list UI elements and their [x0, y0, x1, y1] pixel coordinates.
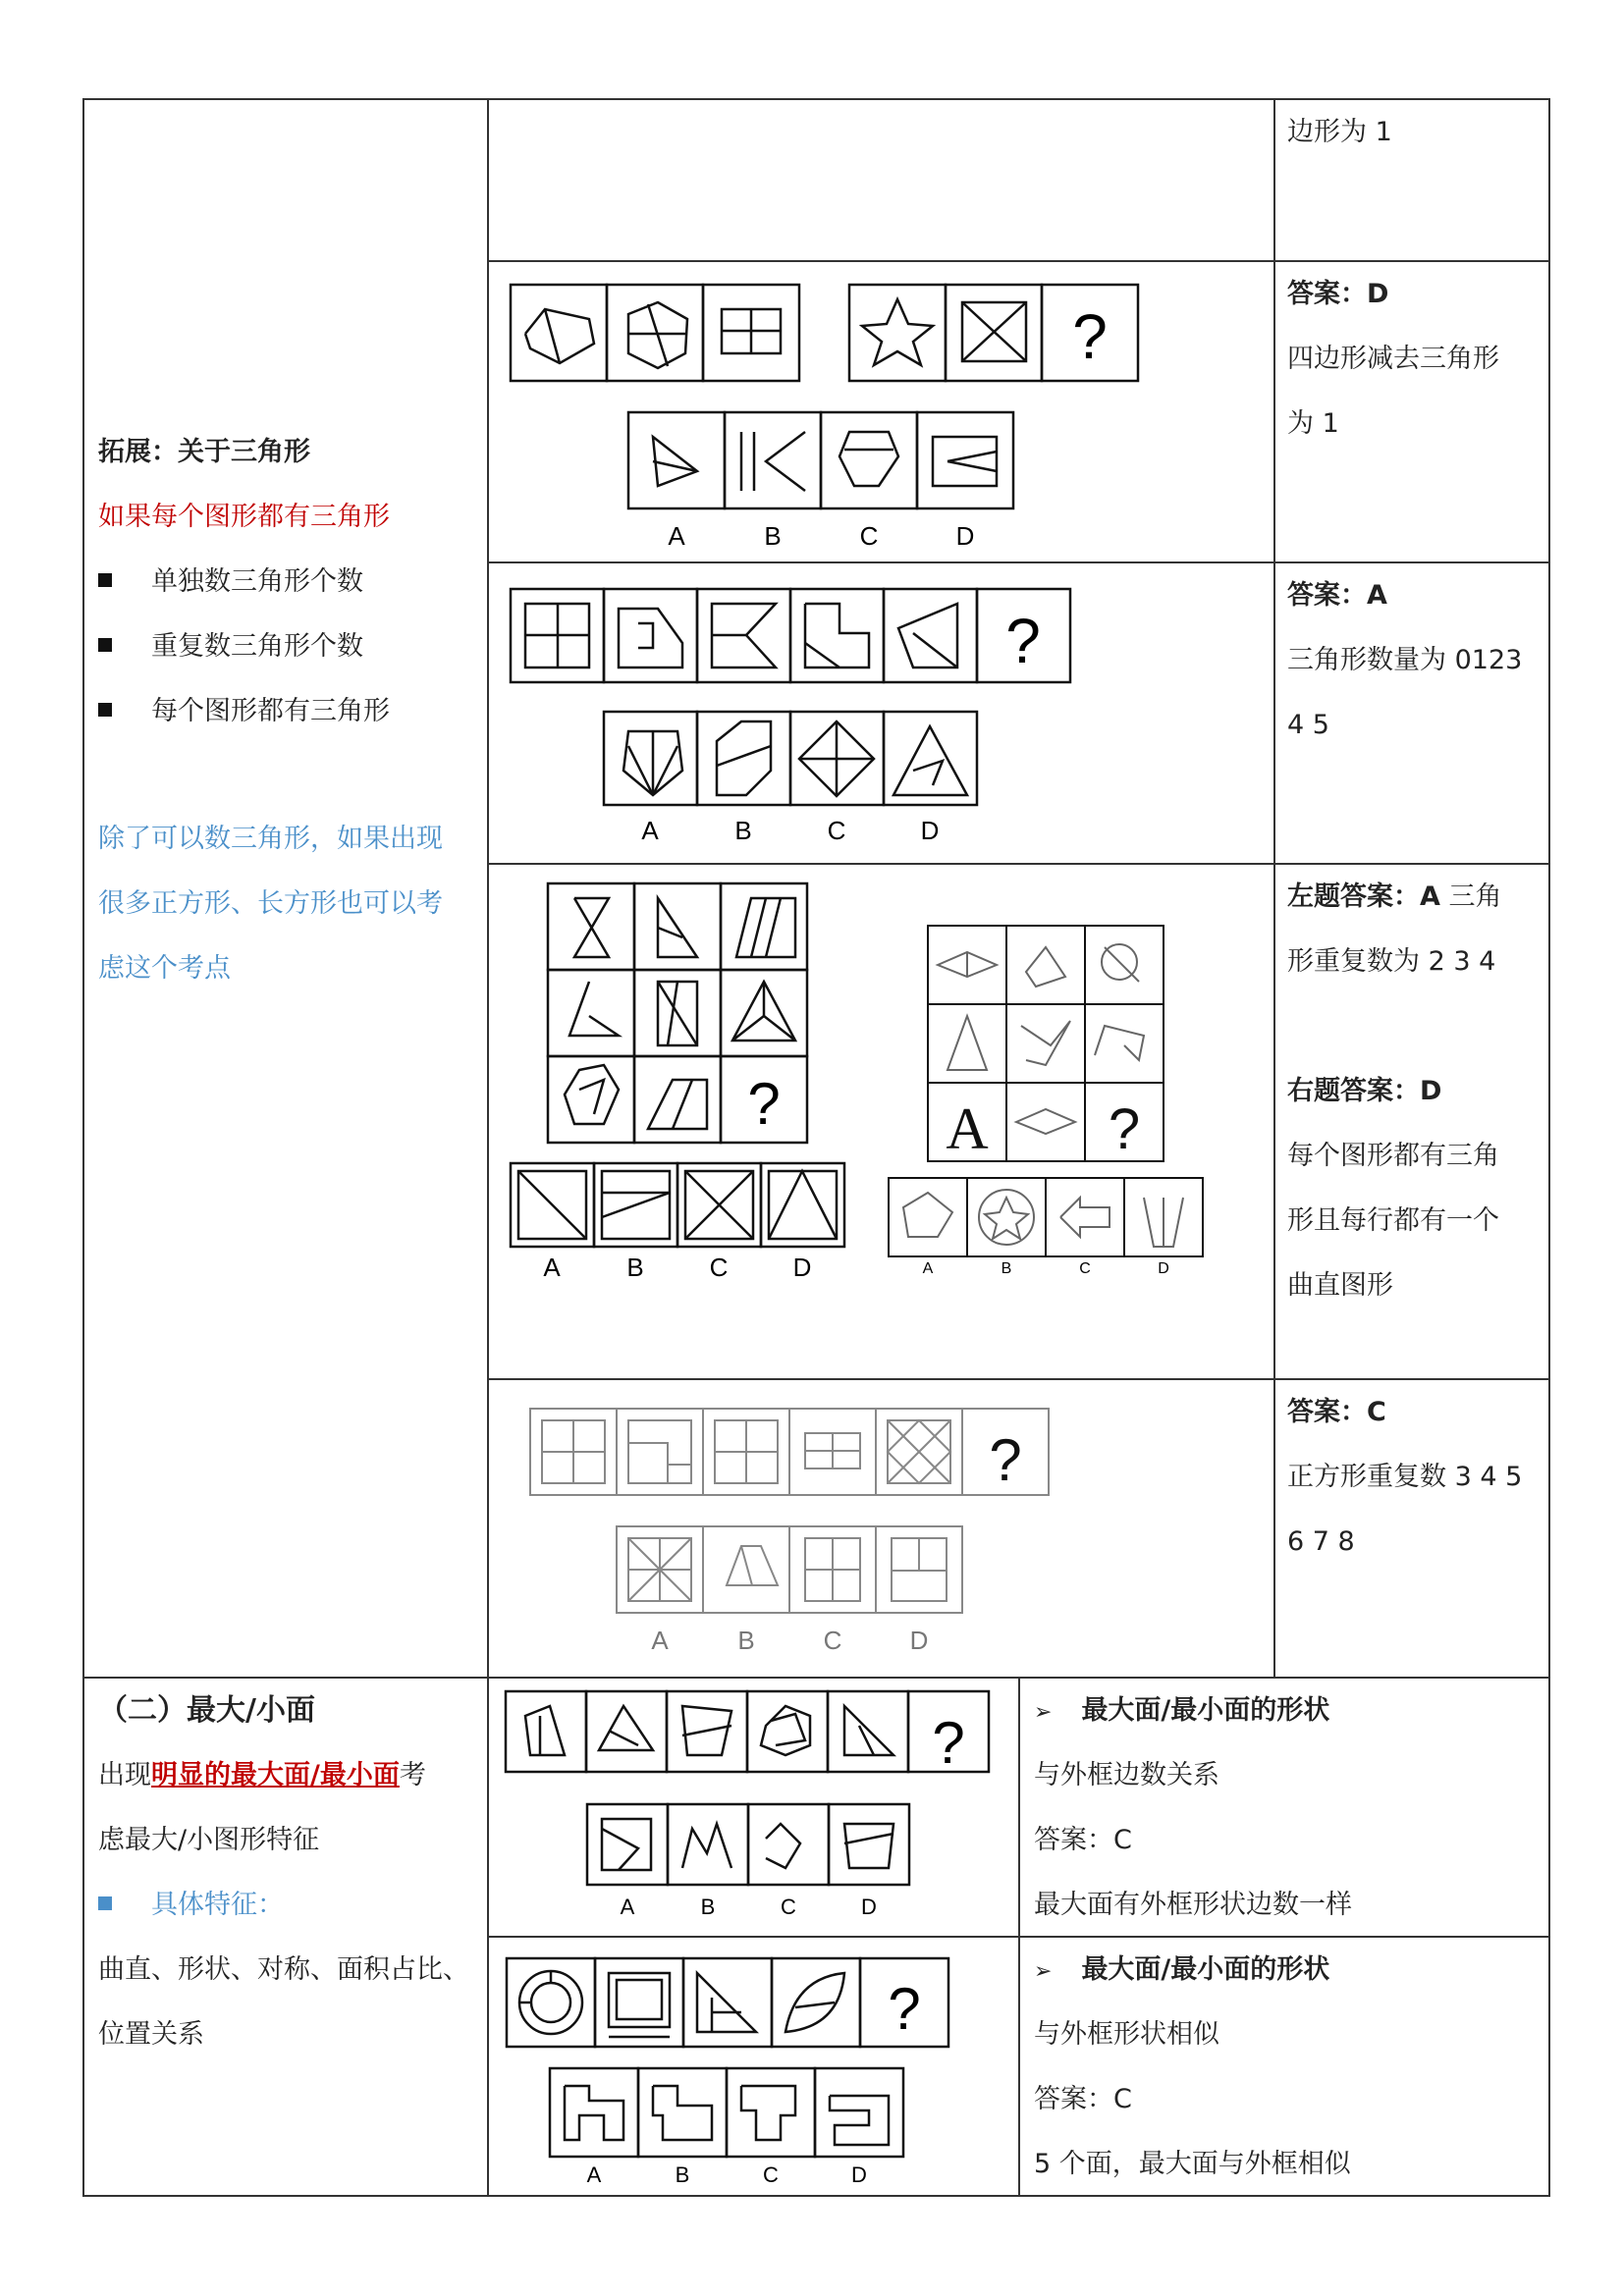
answer-text: 6 7 8: [1287, 1526, 1355, 1557]
option-label: A: [651, 1626, 669, 1655]
option-label: B: [1001, 1260, 1012, 1277]
option-label: C: [781, 1895, 796, 1919]
option-label: C: [827, 816, 846, 845]
section2-title: （二）最大/小面: [98, 1693, 315, 1728]
option-label: B: [626, 1253, 644, 1282]
arrow-bullet-icon: ➢: [1034, 1959, 1053, 1984]
answer-text: 与外框形状相似: [1034, 2019, 1219, 2050]
puzzle-figure-row2: [501, 275, 1149, 560]
bullet-item: 单独数三角形个数: [98, 550, 363, 614]
row-heading: ➢ 最大面/最小面的形状: [1034, 1938, 1329, 2004]
note-line: 很多正方形、长方形也可以考: [98, 888, 443, 919]
option-label: C: [709, 1253, 729, 1282]
section2-line1: 出现明显的最大面/最小面考: [98, 1760, 426, 1790]
option-label: D: [861, 1895, 877, 1919]
answer-text: 形且每行都有一个: [1287, 1205, 1499, 1236]
option-label: A: [620, 1895, 635, 1919]
option-label: D: [1158, 1260, 1169, 1277]
option-label: A: [668, 521, 685, 551]
option-label: A: [641, 816, 659, 845]
option-label: D: [955, 521, 975, 551]
bullet-item: 重复数三角形个数: [98, 614, 363, 679]
option-label: D: [909, 1626, 929, 1655]
answer-label: 答案：C: [1287, 1397, 1386, 1427]
answer-text: 5 个面，最大面与外框相似: [1034, 2149, 1351, 2179]
option-label: B: [764, 521, 782, 551]
question-mark: ?: [1108, 1097, 1141, 1161]
answer-text: 4 5: [1287, 710, 1329, 740]
question-mark: ?: [747, 1071, 781, 1137]
puzzle-figure-row4-right: [879, 918, 1213, 1281]
answer-text: 边形为 1: [1287, 117, 1392, 147]
answer-text: 答案：C: [1034, 2084, 1132, 2114]
option-label: D: [792, 1253, 812, 1282]
column-divider-2: [1273, 98, 1275, 1679]
answer-text: 每个图形都有三角: [1287, 1141, 1499, 1171]
option-label: C: [1079, 1260, 1091, 1277]
expand-title: 拓展：关于三角形: [98, 437, 310, 467]
section2-line2: 虑最大/小图形特征: [98, 1825, 320, 1855]
answer-text: 四边形减去三角形: [1287, 344, 1499, 374]
answer-text: 曲直图形: [1287, 1270, 1393, 1301]
option-label: B: [700, 1895, 716, 1919]
row-divider: [487, 260, 1550, 262]
answer-label: 答案：A: [1287, 580, 1387, 611]
puzzle-figure-row6: [501, 1686, 1001, 1932]
question-mark: ?: [932, 1710, 965, 1776]
answer-text: 最大面有外框形状边数一样: [1034, 1890, 1352, 1920]
note-line: 除了可以数三角形，如果出现: [98, 824, 443, 854]
square-bullet-icon: [98, 703, 112, 717]
note-line: 虑这个考点: [98, 953, 231, 984]
row-divider: [487, 1936, 1550, 1938]
section2-feature: 具体特征：: [98, 1873, 284, 1938]
question-mark: ?: [888, 1976, 921, 2042]
option-label: A: [922, 1260, 934, 1277]
option-label: A: [586, 2163, 602, 2187]
answer-text: 与外框边数关系: [1034, 1760, 1219, 1790]
answer-text: 三角形数量为 0123: [1287, 645, 1523, 675]
column-divider-1: [487, 98, 489, 2197]
puzzle-figure-row7: [501, 1949, 962, 2194]
option-label: D: [851, 2163, 867, 2187]
option-label: B: [737, 1626, 755, 1655]
answer-text: 答案：C: [1034, 1825, 1132, 1855]
question-mark: ?: [1072, 301, 1108, 372]
section2-line3: 曲直、形状、对称、面积占比、: [98, 1954, 469, 1985]
row-divider: [487, 561, 1550, 563]
option-label: C: [859, 521, 879, 551]
table-left-border: [82, 98, 84, 2197]
option-label: B: [675, 2163, 690, 2187]
square-bullet-icon: [98, 1896, 112, 1910]
answer-text: 正方形重复数 3 4 5: [1287, 1462, 1523, 1492]
letter-a-figure: A: [946, 1096, 989, 1161]
table-right-border: [1548, 98, 1550, 2197]
square-bullet-icon: [98, 638, 112, 652]
bullet-item: 每个图形都有三角形: [98, 679, 390, 744]
arrow-bullet-icon: ➢: [1034, 1700, 1053, 1725]
answer-label: 答案：D: [1287, 279, 1389, 309]
answer-label: 右题答案：D: [1287, 1076, 1442, 1106]
puzzle-figure-row5: [520, 1394, 1070, 1669]
row-divider: [487, 1378, 1550, 1380]
section2-line4: 位置关系: [98, 2019, 204, 2050]
answer-text: 为 1: [1287, 408, 1339, 439]
row-heading: ➢ 最大面/最小面的形状: [1034, 1679, 1329, 1745]
answer-line: 左题答案：A 三角: [1287, 881, 1502, 912]
option-label: A: [543, 1253, 561, 1282]
question-mark: ?: [1005, 606, 1041, 676]
square-bullet-icon: [98, 573, 112, 587]
option-label: C: [763, 2163, 779, 2187]
puzzle-figure-row3: [501, 574, 1090, 859]
expand-red-text: 如果每个图形都有三角形: [98, 502, 390, 532]
option-label: C: [823, 1626, 842, 1655]
option-label: D: [920, 816, 940, 845]
question-mark: ?: [989, 1427, 1022, 1493]
puzzle-figure-row4-left: [501, 879, 854, 1291]
answer-text: 形重复数为 2 3 4: [1287, 946, 1496, 977]
option-label: B: [734, 816, 752, 845]
